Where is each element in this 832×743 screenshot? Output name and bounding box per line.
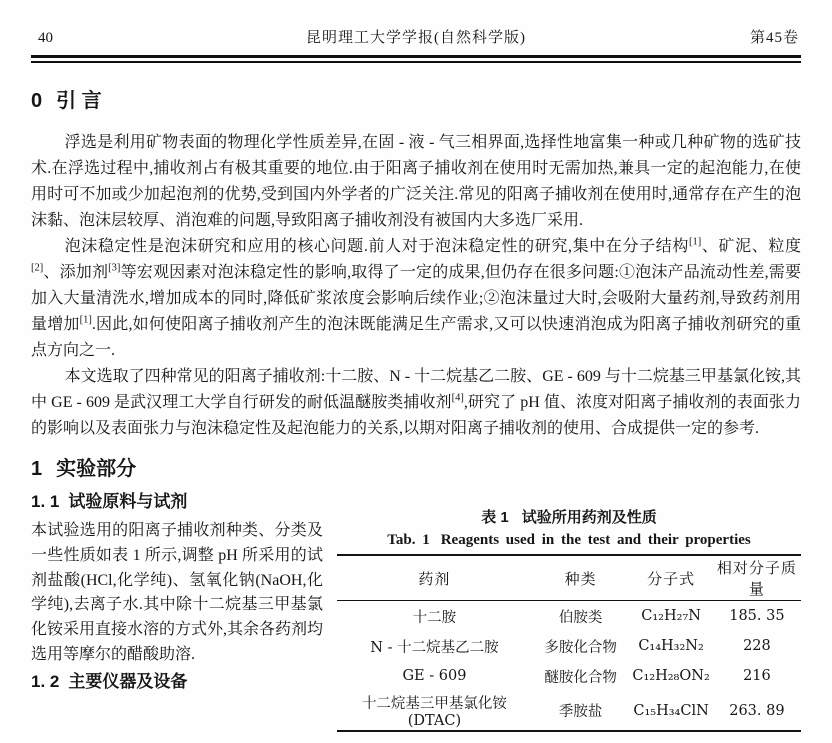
table-cell: 216 bbox=[743, 668, 771, 684]
table-cell: N - 十二烷基乙二胺 bbox=[370, 639, 499, 656]
table-caption-zh bbox=[337, 509, 801, 527]
table-cell: 263. 89 bbox=[729, 702, 785, 719]
citation-ref: [1] bbox=[688, 236, 702, 248]
section-1-heading bbox=[31, 456, 801, 482]
subsection-1-1-title: 试验原料与试剂 bbox=[68, 492, 188, 511]
table-row bbox=[337, 601, 801, 632]
subsection-1-2-heading bbox=[31, 670, 323, 694]
two-column-zone bbox=[31, 509, 801, 732]
table-cell: 伯胺类 bbox=[558, 609, 603, 626]
table-row bbox=[337, 631, 801, 661]
column-header-type: 种类 bbox=[532, 555, 629, 601]
table-cell: GE - 609 bbox=[402, 668, 467, 684]
column-header-reagent: 药剂 bbox=[337, 555, 532, 601]
text-run: 、添加剂 bbox=[43, 264, 109, 281]
table-cell: C₁₂H₂₈ON₂ bbox=[632, 668, 710, 684]
text-run: 等宏观因素对泡沫稳定性的影响,取得了一定的成果,但仍存在很多问题:①泡沫产品流动性差,需要加入大量清洗水,增加成本的同时,降低矿浆浓度会影响后续作业;②泡沫量过大时,会吸附大量药剂,导致药剂用量增加 bbox=[31, 264, 801, 333]
table-row bbox=[337, 661, 801, 691]
reagents-table bbox=[337, 554, 801, 732]
table-caption-en-label: Tab. 1 bbox=[387, 532, 430, 548]
table-caption-zh-label: 表 1 bbox=[481, 509, 509, 526]
text-run: 泡沫稳定性是泡沫研究和应用的核心问题.前人对于泡沫稳定性的研究,集中在分子结构 bbox=[64, 238, 689, 255]
left-column bbox=[31, 519, 323, 732]
subsection-1-1-number: 1. 1 bbox=[31, 492, 60, 511]
text-run: 本文选取了四种常见的阳离子捕收剂:十二胺、N - 十二烷基乙二胺、GE - 609 与十二烷基三甲基氯化铵,其中 GE - 609 是武汉理工大学自行研发的耐低温醚胺类捕收剂 bbox=[31, 368, 801, 411]
running-header bbox=[31, 30, 801, 48]
table-caption-zh-text: 试验所用药剂及性质 bbox=[521, 509, 657, 526]
text-run: .因此,如何使阳离子捕收剂产生的泡沫既能满足生产需求,又可以快速消泡成为阳离子捕收剂研究的重点方向之一. bbox=[31, 316, 801, 359]
subsection-1-2-number: 1. 2 bbox=[31, 671, 60, 691]
table-cell: 十二胺 bbox=[412, 609, 457, 626]
citation-ref: [3] bbox=[108, 262, 121, 274]
text-run: ,研究了 pH 值、浓度对阳离子捕收剂的表面张力的影响以及表面张力与泡沫稳定性及起泡能力的关系,以期对阳离子捕收剂的使用、合成提供一定的参考. bbox=[31, 394, 801, 437]
subsection-1-2-title: 主要仪器及设备 bbox=[68, 671, 188, 691]
section-0-title: 引 言 bbox=[56, 90, 102, 112]
table-cell: 228 bbox=[743, 638, 771, 654]
text-run: 浮选是利用矿物表面的物理化学性质差异,在固 - 液 - 气三相界面,选择性地富集一种或几种矿物的选矿技术.在浮选过程中,捕收剂占有极其重要的地位.由于阳离子捕收剂在使用时无需加热,兼具一定的起泡能力,在使用时可不加或少加起泡剂的优势,受到国内外学者的广泛关注.常见的阳离子捕收剂在使用时,通常存在产生的泡沫黏、泡沫层较厚、消泡难的问题,导致阳离子捕收剂没有被国内大多选厂采用. bbox=[31, 134, 801, 229]
journal-title: 昆明理工大学学报(自然科学版) bbox=[306, 30, 526, 46]
column-header-formula: 分子式 bbox=[629, 555, 713, 601]
materials-paragraph bbox=[31, 519, 323, 668]
text-run: 、矿泥、粒度 bbox=[701, 238, 801, 255]
table-cell: C₁₂H₂₇N bbox=[641, 608, 701, 624]
table-cell: 醚胺化合物 bbox=[544, 669, 617, 686]
table-cell: C₁₅H₃₄ClN bbox=[633, 702, 709, 719]
intro-paragraph-2 bbox=[31, 234, 801, 364]
table-cell: 185. 35 bbox=[729, 608, 785, 624]
table-cell: 多胺化合物 bbox=[544, 639, 617, 656]
table-caption-en bbox=[337, 531, 801, 549]
table-cell: C₁₄H₃₂N₂ bbox=[638, 638, 704, 654]
citation-ref: [2] bbox=[31, 262, 44, 274]
section-0-heading bbox=[31, 88, 801, 114]
intro-paragraph-1 bbox=[31, 130, 801, 234]
table-caption-en-text: Reagents used in the test and their properties bbox=[440, 532, 751, 548]
citation-ref: [1] bbox=[79, 314, 92, 326]
column-header-molecular-mass: 相对分子质量 bbox=[713, 555, 801, 601]
intro-paragraph-3 bbox=[31, 364, 801, 442]
table-header-row bbox=[337, 555, 801, 601]
section-1-number: 1 bbox=[31, 458, 43, 480]
citation-ref: [4] bbox=[451, 392, 464, 404]
reagents-table-body bbox=[337, 601, 801, 732]
volume-label: 第45卷 bbox=[749, 30, 799, 46]
section-1-title: 实验部分 bbox=[56, 458, 137, 480]
section-0-number: 0 bbox=[31, 90, 43, 112]
table-row bbox=[337, 691, 801, 731]
header-divider bbox=[31, 55, 801, 63]
page-number: 40 bbox=[38, 30, 53, 46]
text-run: 本试验选用的阳离子捕收剂种类、分类及一些性质如表 1 所示,调整 pH 所采用的试剂盐酸(HCl,化学纯)、氢氧化钠(NaOH,化学纯),去离子水.其中除十二烷基三甲基氯化铵采用直接水溶的方式外,其余各药剂均选用等摩尔的醋酸助溶. bbox=[31, 522, 324, 663]
table-cell: 十二烷基三甲基氯化铵(DTAC) bbox=[361, 696, 507, 729]
table-cell: 季胺盐 bbox=[558, 704, 603, 720]
right-column bbox=[337, 509, 801, 732]
